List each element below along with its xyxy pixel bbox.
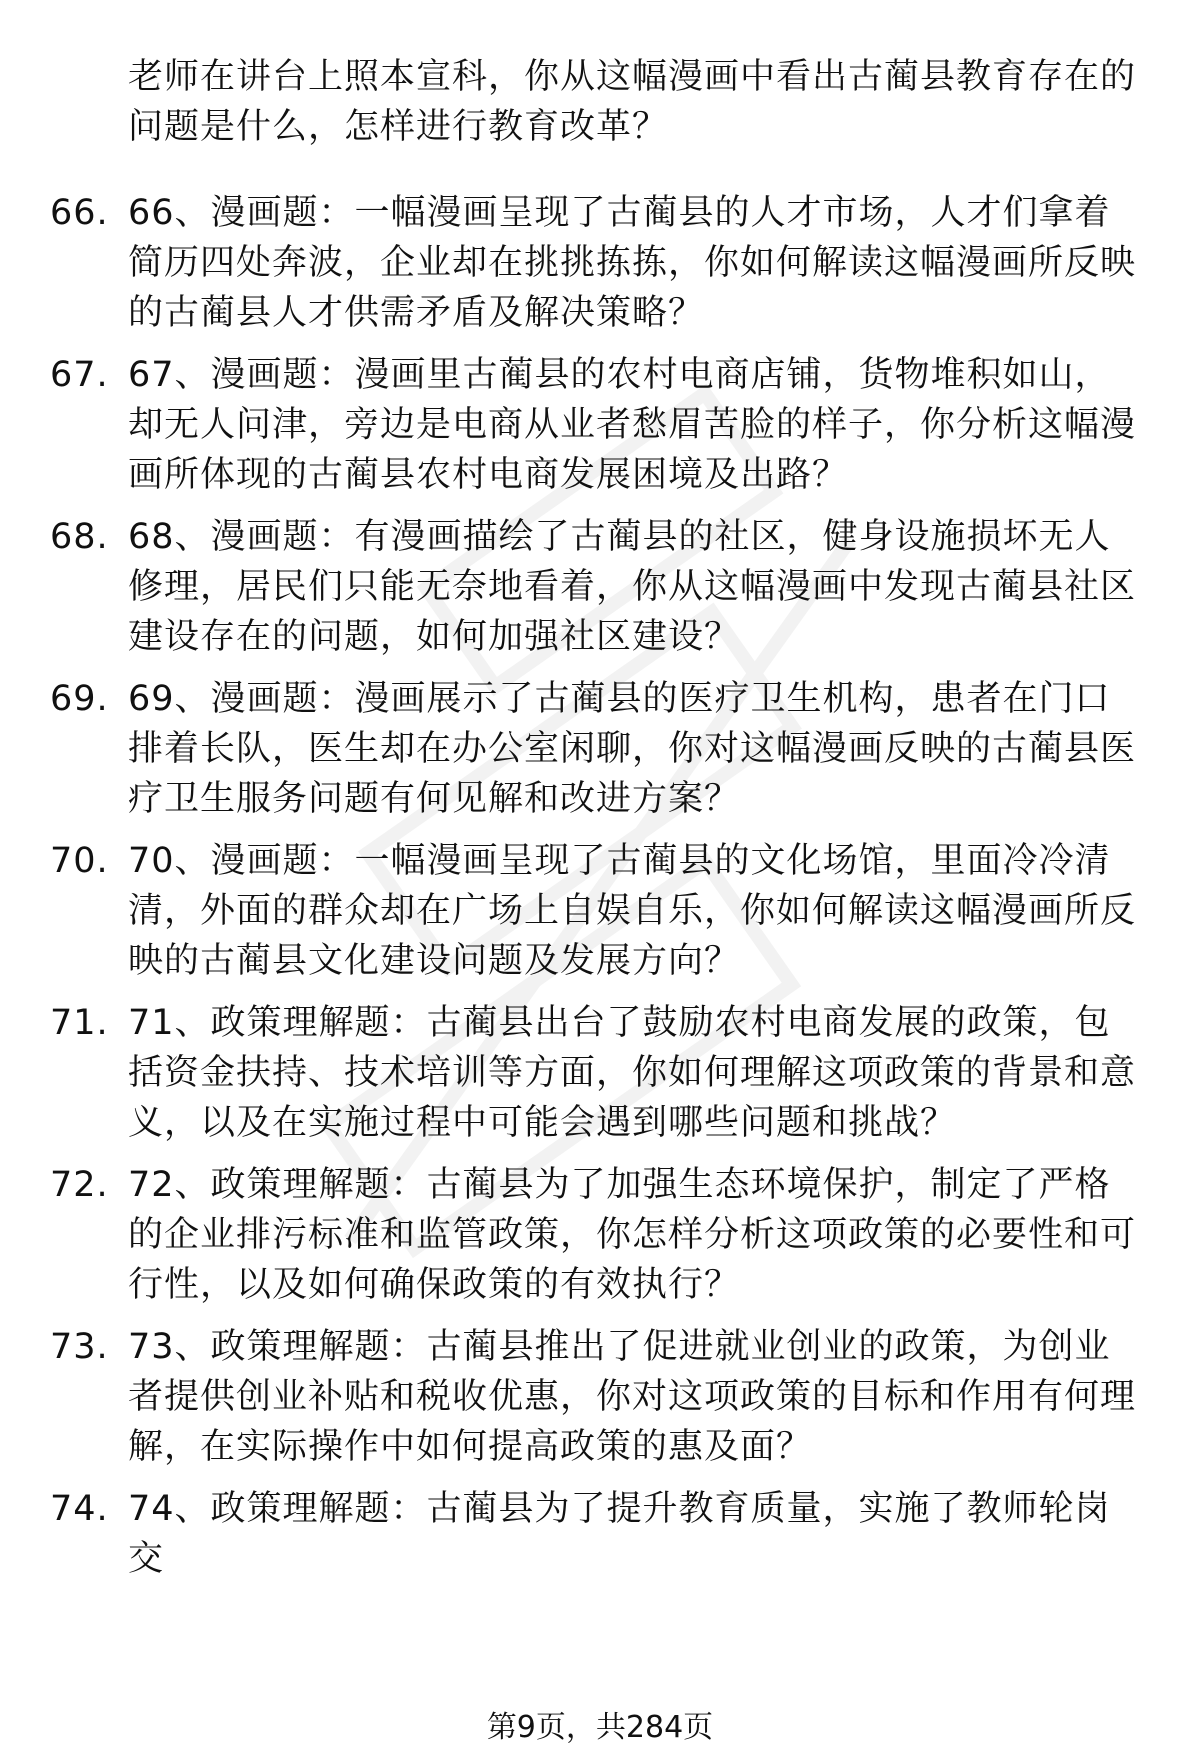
question-number: 71. bbox=[50, 1003, 109, 1043]
question-number: 70. bbox=[50, 841, 109, 881]
list-item bbox=[0, 350, 1200, 512]
question-number: 74. bbox=[50, 1489, 109, 1529]
question-number: 68. bbox=[50, 517, 109, 557]
list-item bbox=[0, 1484, 1200, 1579]
page-footer: 第9页，共284页 bbox=[486, 1710, 714, 1745]
question-number: 67. bbox=[50, 355, 109, 395]
question-text: 67、漫画题：漫画里古蔺县的农村电商店铺，货物堆积如山，却无人问津，旁边是电商从业者愁眉苦脸的样子，你分析这幅漫画所体现的古蔺县农村电商发展困境及出路？ bbox=[128, 355, 1137, 495]
list-item bbox=[0, 188, 1200, 350]
question-text: 73、政策理解题：古蔺县推出了促进就业创业的政策，为创业者提供创业补贴和税收优惠，你对这项政策的目标和作用有何理解，在实际操作中如何提高政策的惠及面？ bbox=[128, 1327, 1137, 1467]
list-item bbox=[0, 998, 1200, 1160]
continued-question-text: 老师在讲台上照本宣科，你从这幅漫画中看出古蔺县教育存在的问题是什么，怎样进行教育改革？ bbox=[128, 57, 1137, 147]
list-item bbox=[0, 836, 1200, 998]
list-item bbox=[0, 512, 1200, 674]
question-text: 72、政策理解题：古蔺县为了加强生态环境保护，制定了严格的企业排污标准和监管政策，你怎样分析这项政策的必要性和可行性，以及如何确保政策的有效执行？ bbox=[128, 1165, 1137, 1305]
list-item bbox=[0, 674, 1200, 836]
question-text: 66、漫画题：一幅漫画呈现了古蔺县的人才市场，人才们拿着简历四处奔波，企业却在挑挑拣拣，你如何解读这幅漫画所反映的古蔺县人才供需矛盾及解决策略？ bbox=[128, 193, 1137, 333]
question-number: 72. bbox=[50, 1165, 109, 1205]
question-text: 68、漫画题：有漫画描绘了古蔺县的社区，健身设施损坏无人修理，居民们只能无奈地看着，你从这幅漫画中发现古蔺县社区建设存在的问题，如何加强社区建设？ bbox=[128, 517, 1137, 657]
question-text: 70、漫画题：一幅漫画呈现了古蔺县的文化场馆，里面冷冷清清，外面的群众却在广场上自娱自乐，你如何解读这幅漫画所反映的古蔺县文化建设问题及发展方向？ bbox=[128, 841, 1137, 981]
question-list bbox=[0, 188, 1200, 1579]
question-number: 66. bbox=[50, 193, 109, 233]
question-text: 69、漫画题：漫画展示了古蔺县的医疗卫生机构，患者在门口排着长队，医生却在办公室闲聊，你对这幅漫画反映的古蔺县医疗卫生服务问题有何见解和改进方案？ bbox=[128, 679, 1137, 819]
question-text: 74、政策理解题：古蔺县为了提升教育质量，实施了教师轮岗交 bbox=[128, 1489, 1111, 1579]
question-number: 69. bbox=[50, 679, 109, 719]
question-number: 73. bbox=[50, 1327, 109, 1367]
question-text: 71、政策理解题：古蔺县出台了鼓励农村电商发展的政策，包括资金扶持、技术培训等方面，你如何理解这项政策的背景和意义，以及在实施过程中可能会遇到哪些问题和挑战？ bbox=[128, 1003, 1137, 1143]
list-item bbox=[0, 1322, 1200, 1484]
list-item bbox=[0, 1160, 1200, 1322]
